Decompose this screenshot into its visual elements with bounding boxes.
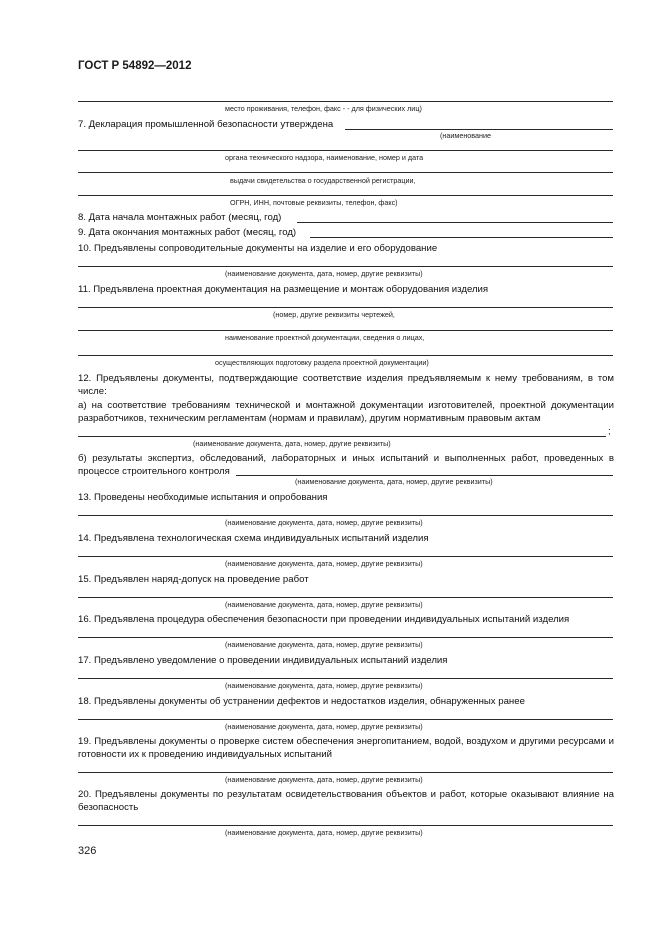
- item-12b: б) результаты экспертиз, обследований, лабораторных и иных испытаний и выполненных работ, проведенных в процессе строительного контроля: [78, 453, 614, 477]
- item-15: 15. Предъявлен наряд-допуск на проведение работ: [78, 574, 309, 585]
- field-caption: наименование проектной документации, сведения о лицах,: [225, 333, 425, 342]
- fill-line: [78, 825, 613, 826]
- field-caption: выдачи свидетельства о государственной регистрации,: [230, 176, 416, 185]
- field-caption: (наименование документа, дата, номер, другие реквизиты): [225, 600, 423, 609]
- field-caption: (наименование: [440, 131, 491, 140]
- item-9: 9. Дата окончания монтажных работ (месяц, год): [78, 227, 297, 238]
- fill-line: [78, 556, 613, 557]
- fill-line: [78, 719, 613, 720]
- fill-line: [78, 195, 613, 196]
- field-caption: ОГРН, ИНН, почтовые реквизиты, телефон, факс): [230, 198, 398, 207]
- item-16: 16. Предъявлена процедура обеспечения безопасности при проведении индивидуальных испытаний изделия: [78, 614, 570, 625]
- fill-line: [345, 129, 613, 130]
- item-13: 13. Проведены необходимые испытания и опробования: [78, 492, 328, 503]
- fill-line: [78, 637, 613, 638]
- field-caption: (наименование документа, дата, номер, другие реквизиты): [225, 640, 423, 649]
- item-11: 11. Предъявлена проектная документация на размещение и монтаж оборудования изделия: [78, 284, 489, 295]
- semicolon: ;: [608, 426, 611, 437]
- item-20: 20. Предъявлены документы по результатам освидетельствования объектов и работ, которые оказывают влияние на безопасность: [78, 789, 614, 813]
- item-10: 10. Предъявлены сопроводительные документы на изделие и его оборудование: [78, 243, 438, 254]
- field-caption: (номер, другие реквизиты чертежей,: [273, 310, 395, 319]
- fill-line: [310, 237, 613, 238]
- fill-line: [78, 678, 613, 679]
- fill-line: [78, 330, 613, 331]
- item-8: 8. Дата начала монтажных работ (месяц, год): [78, 212, 282, 223]
- document-header: ГОСТ Р 54892—2012: [78, 60, 192, 72]
- field-caption: органа технического надзора, наименование, номер и дата: [225, 153, 424, 162]
- fill-line: [78, 307, 613, 308]
- fill-line: [78, 101, 613, 102]
- field-caption: место проживания, телефон, факс - - для физических лиц): [225, 104, 422, 113]
- fill-line: [78, 266, 613, 267]
- item-14: 14. Предъявлена технологическая схема индивидуальных испытаний изделия: [78, 533, 429, 544]
- item-12: 12. Предъявлены документы, подтверждающие соответствие изделия предъявляемым к нему требованиям, в том числе:: [78, 373, 614, 397]
- field-caption: (наименование документа, дата, номер, другие реквизиты): [193, 439, 391, 448]
- item-7: 7. Декларация промышленной безопасности утверждена: [78, 119, 334, 130]
- fill-line: [78, 150, 613, 151]
- item-19: 19. Предъявлены документы о проверке систем обеспечения энергопитанием, водой, воздухом и другими ресурсами и готовности их к проведению индивидуальных испытаний: [78, 736, 614, 760]
- field-caption: (наименование документа, дата, номер, другие реквизиты): [225, 559, 423, 568]
- item-17: 17. Предъявлено уведомление о проведении индивидуальных испытаний изделия: [78, 655, 448, 666]
- fill-line: [236, 475, 613, 476]
- fill-line: [78, 597, 613, 598]
- field-caption: (наименование документа, дата, номер, другие реквизиты): [225, 269, 423, 278]
- field-caption: (наименование документа, дата, номер, другие реквизиты): [225, 828, 423, 837]
- fill-line: [78, 515, 613, 516]
- fill-line: [297, 222, 613, 223]
- fill-line: [78, 172, 613, 173]
- fill-line: [78, 355, 613, 356]
- field-caption: (наименование документа, дата, номер, другие реквизиты): [225, 681, 423, 690]
- field-caption: (наименование документа, дата, номер, другие реквизиты): [225, 518, 423, 527]
- field-caption: (наименование документа, дата, номер, другие реквизиты): [225, 722, 423, 731]
- item-12a: а) на соответствие требованиям технической и монтажной документации изготовителей, проектной документации разработчиков, техническим регламентам (нормам и правилам), другим нормативным правовым актам: [78, 400, 614, 424]
- field-caption: (наименование документа, дата, номер, другие реквизиты): [295, 477, 493, 486]
- page-number: 326: [78, 845, 97, 857]
- fill-line: [78, 436, 606, 437]
- item-18: 18. Предъявлены документы об устранении дефектов и недостатков изделия, обнаруженных ранее: [78, 696, 525, 707]
- fill-line: [78, 772, 613, 773]
- field-caption: (наименование документа, дата, номер, другие реквизиты): [225, 775, 423, 784]
- field-caption: осуществляющих подготовку раздела проектной документации): [215, 358, 429, 367]
